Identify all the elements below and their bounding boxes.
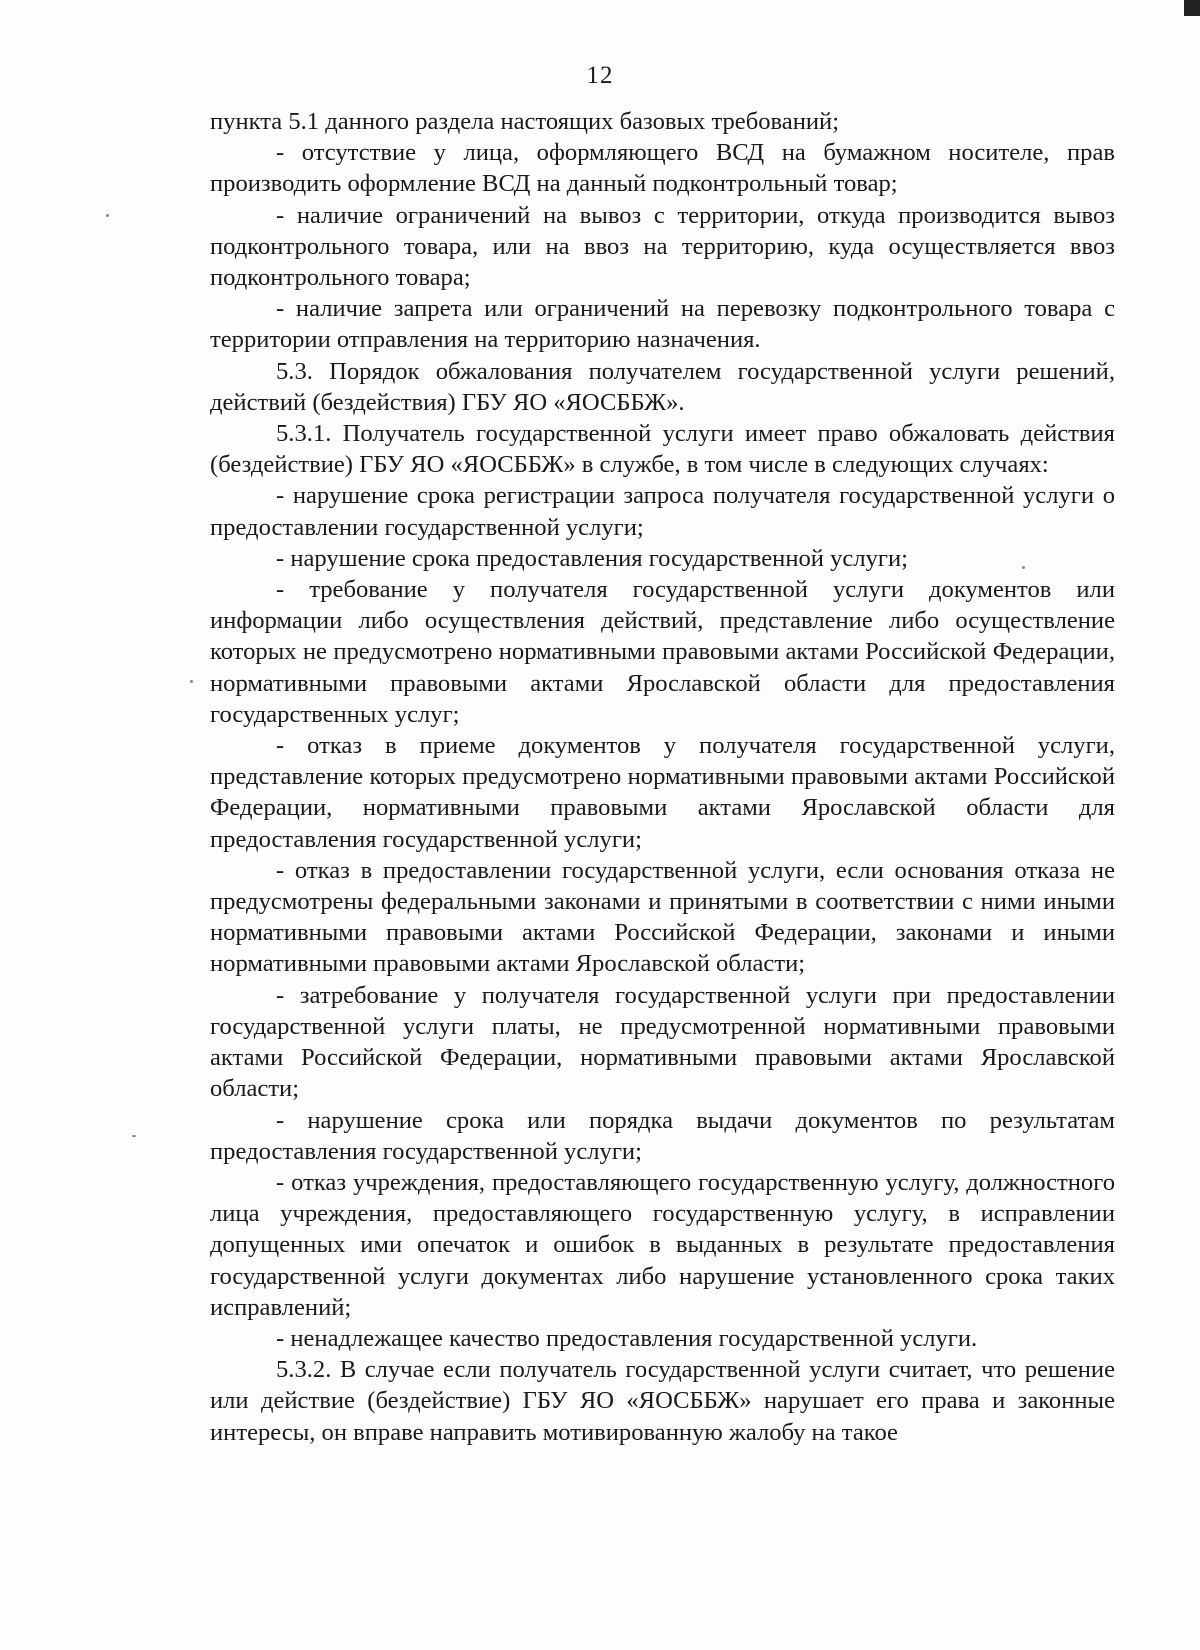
list-item: - отказ в предоставлении государственной услуги, если основания отказа не предусмотрены федеральными законами и принятыми в соответствии с ними иными нормативными правовыми актами Российской Федерации, законами и иными нормативными правовыми актами Ярославской области; <box>210 856 1115 978</box>
list-item: - нарушение срока предоставления государственной услуги; <box>276 544 908 572</box>
page-number: 12 <box>586 62 614 89</box>
list-item: - отказ в приеме документов у получателя государственной услуги, представление которых предусмотрено нормативными правовыми актами Российской Федерации, нормативными правовыми актами Ярославской области для предоставления государственной услуги; <box>210 732 1115 853</box>
scan-speck <box>106 214 109 217</box>
paragraph: пункта 5.1 данного раздела настоящих базовых требований; <box>210 108 840 135</box>
scan-speck <box>190 680 193 683</box>
list-item: - нарушение срока регистрации запроса получателя государственной услуги о предоставлении государственной услуги; <box>210 482 1115 541</box>
list-item: - отказ учреждения, предоставляющего государственную услугу, должностного лица учреждения, предоставляющего государственную услугу, в исправлении допущенных ими опечаток и ошибок в выданных в результате предоставления государственной услуги документах либо нарушение установленного срока таких исправлений; <box>210 1168 1115 1321</box>
list-item: - нарушение срока или порядка выдачи документов по результатам предоставления государственной услуги; <box>210 1106 1115 1165</box>
scan-speck <box>132 1135 136 1137</box>
document-body <box>210 106 1115 1448</box>
list-item: - затребование у получателя государственной услуги при предоставлении государственной услуги платы, не предусмотренной нормативными правовыми актами Российской Федерации, нормативными правовыми актами Ярославской области; <box>210 981 1115 1103</box>
clause-5-3-2: 5.3.2. В случае если получатель государственной услуги считает, что решение или действие (бездействие) ГБУ ЯО «ЯОСББЖ» нарушает его права и законные интересы, он вправе направить мотивированную жалобу на такое <box>210 1356 1115 1446</box>
list-item: - требование у получателя государственной услуги документов или информации либо осуществления действий, представление либо осуществление которых не предусмотрено нормативными правовыми актами Российской Федерации, нормативными правовыми актами Ярославской области для предоставления государственных услуг; <box>210 576 1115 728</box>
paragraph: - наличие запрета или ограничений на перевозку подконтрольного товара с территории отправления на территорию назначения. <box>210 295 1115 354</box>
clause-5-3-1: 5.3.1. Получатель государственной услуги имеет право обжаловать действия (бездействие) ГБУ ЯО «ЯОСББЖ» в службе, в том числе в следующих случаях: <box>210 420 1115 479</box>
paragraph: - наличие ограничений на вывоз с территории, откуда производится вывоз подконтрольного товара, или на ввоз на территорию, куда осуществляется ввоз подконтрольного товара; <box>210 201 1115 292</box>
list-item: - ненадлежащее качество предоставления государственной услуги. <box>276 1324 978 1352</box>
scan-corner-mark <box>1184 0 1200 16</box>
paragraph: - отсутствие у лица, оформляющего ВСД на бумажном носителе, прав производить оформление ВСД на данный подконтрольный товар; <box>210 139 1115 198</box>
section-heading-5-3: 5.3. Порядок обжалования получателем государственной услуги решений, действий (бездействия) ГБУ ЯО «ЯОСББЖ». <box>210 357 1115 416</box>
